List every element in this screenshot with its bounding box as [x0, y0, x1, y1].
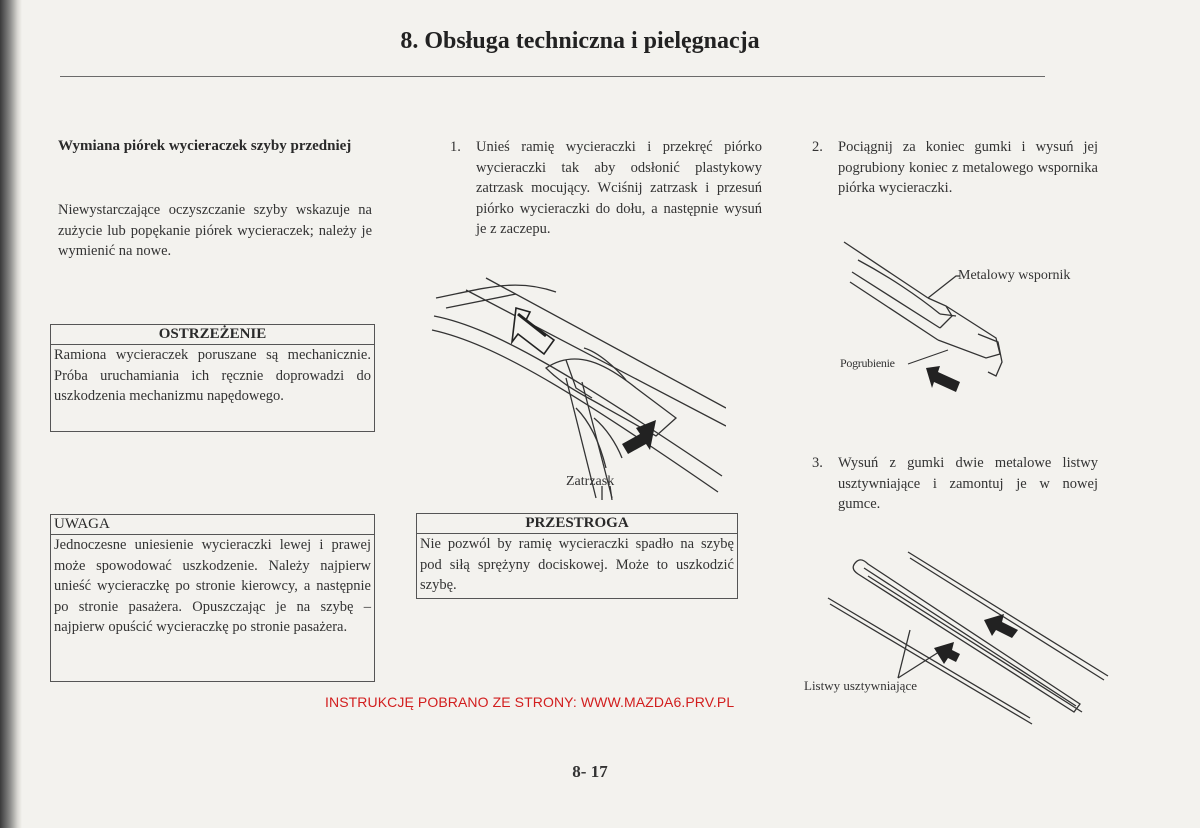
note-text: Jednoczesne uniesienie wycieraczki lewej i prawej może spowodować uszkodzenie. Należy najpierw unieść wycieraczkę po stronie kierowcy, a następnie po stronie pasażera. Opuszczając je na szybę – najpierw opuścić wycieraczkę po stronie pasażera.	[54, 537, 371, 636]
step-3-text: Wysuń z gumki dwie metalowe listwy usztywniające i zamontuj je w nowej gumce.	[838, 455, 1098, 512]
book-spine-shadow	[0, 0, 22, 828]
step-2-text: Pociągnij za koniec gumki i wysuń jej pogrubiony koniec z metalowego wspornika piórka wycieraczki.	[838, 139, 1098, 196]
intro-paragraph: Niewystarczające oczyszczanie szyby wskazuje na zużycie lub popękanie piórek wycieraczek; należy je wymienić na nowe.	[58, 202, 372, 259]
pull-arrow-icon	[926, 366, 960, 392]
stiffener-label: Listwy usztywniające	[804, 678, 917, 693]
step-1	[450, 137, 762, 261]
thickening-label: Pogrubienie	[840, 356, 895, 370]
clip-label: Zatrzask	[566, 474, 615, 489]
figure-stiffener-strips	[798, 540, 1118, 730]
step-2	[812, 137, 1098, 201]
caution-heading: PRZESTROGA	[417, 514, 737, 534]
bracket-label: Metalowy wspornik	[958, 268, 1071, 283]
figure-wiper-clip	[426, 268, 726, 500]
push-arrow-icon	[512, 308, 554, 354]
note-box	[50, 514, 375, 682]
chapter-title: 8. Obsługa techniczna i pielęgnacja	[400, 28, 760, 54]
warning-box	[50, 324, 375, 432]
warning-heading: OSTRZEŻENIE	[51, 325, 374, 345]
warning-text: Ramiona wycieraczek poruszane są mechanicznie. Próba uruchamiania ich ręcznie doprowadzi do uszkodzenia mechanizmu napędowego.	[54, 347, 371, 405]
strip-arrow-2-icon	[934, 642, 960, 664]
caution-text: Nie pozwól by ramię wycieraczki spadło na szybę pod siłą sprężyny dociskowej. Może to uszkodzić szybę.	[420, 536, 734, 594]
page-number: 8- 17	[572, 762, 608, 781]
caution-box	[416, 513, 738, 599]
header-divider	[60, 76, 1045, 77]
note-heading: UWAGA	[51, 515, 374, 535]
section-title: Wymiana piórek wycieraczek szyby przedniej	[58, 138, 352, 154]
step-3-number: 3.	[812, 455, 823, 471]
step-2-number: 2.	[812, 139, 823, 155]
step-1-number: 1.	[450, 139, 461, 155]
step-3	[812, 453, 1098, 517]
figure-metal-bracket	[828, 236, 1108, 406]
download-source-link[interactable]: INSTRUKCJĘ POBRANO ZE STRONY: WWW.MAZDA6.PRV.PL	[325, 694, 735, 710]
step-1-text: Unieś ramię wycieraczki i przekręć piórko wycieraczki tak aby odsłonić plastykowy zatrzask mocujący. Wciśnij zatrzask i przesuń piórko wycieraczki do dołu, a następnie wysuń je z zaczepu.	[476, 139, 762, 237]
slide-arrow-icon	[622, 420, 656, 454]
